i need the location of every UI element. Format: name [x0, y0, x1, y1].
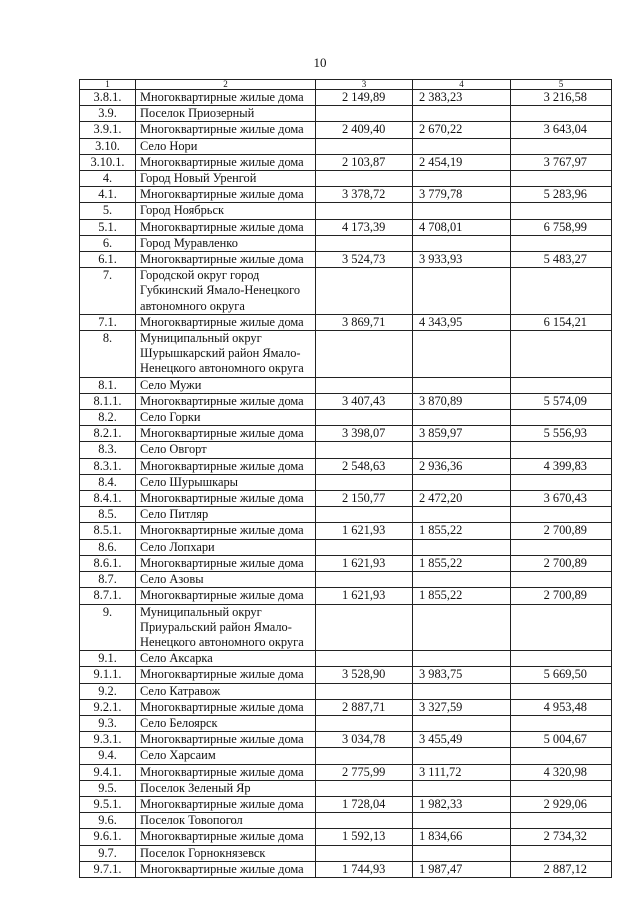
row-value-col3	[316, 474, 413, 490]
row-name: Многоквартирные жилые дома	[136, 252, 316, 268]
row-value-col5	[511, 651, 612, 667]
row-name: Поселок Товопогол	[136, 813, 316, 829]
row-value-col4: 1 987,47	[413, 861, 511, 877]
row-value-col4: 3 327,59	[413, 699, 511, 715]
row-number: 4.1.	[80, 187, 136, 203]
row-number: 9.4.	[80, 748, 136, 764]
table-row	[80, 219, 612, 235]
row-number: 8.2.	[80, 410, 136, 426]
row-name: Село Азовы	[136, 572, 316, 588]
row-name: Многоквартирные жилые дома	[136, 122, 316, 138]
row-value-col4	[413, 235, 511, 251]
row-name: Муниципальный округ Приуральский район Ямало-Ненецкого автономного округа	[136, 604, 316, 651]
table-row	[80, 90, 612, 106]
row-name: Село Аксарка	[136, 651, 316, 667]
row-number: 3.10.1.	[80, 154, 136, 170]
row-value-col5: 6 154,21	[511, 314, 612, 330]
row-value-col3: 1 728,04	[316, 796, 413, 812]
row-value-col4: 3 859,97	[413, 426, 511, 442]
table-row	[80, 651, 612, 667]
row-name: Село Горки	[136, 410, 316, 426]
row-value-col3: 1 621,93	[316, 588, 413, 604]
row-number: 9.	[80, 604, 136, 651]
row-name: Многоквартирные жилые дома	[136, 187, 316, 203]
row-value-col4	[413, 572, 511, 588]
row-value-col5	[511, 813, 612, 829]
row-name: Многоквартирные жилые дома	[136, 829, 316, 845]
row-name: Село Нори	[136, 138, 316, 154]
row-value-col3: 3 524,73	[316, 252, 413, 268]
row-value-col3: 2 150,77	[316, 491, 413, 507]
row-value-col3: 2 548,63	[316, 458, 413, 474]
row-value-col3	[316, 651, 413, 667]
table-row	[80, 331, 612, 378]
table-row	[80, 138, 612, 154]
row-number: 9.2.1.	[80, 699, 136, 715]
table-row	[80, 732, 612, 748]
table-row	[80, 715, 612, 731]
row-value-col3: 2 775,99	[316, 764, 413, 780]
table-row	[80, 764, 612, 780]
row-value-col3	[316, 507, 413, 523]
row-value-col5: 3 643,04	[511, 122, 612, 138]
table-row	[80, 523, 612, 539]
row-value-col3	[316, 572, 413, 588]
row-value-col5: 2 734,32	[511, 829, 612, 845]
row-value-col4	[413, 268, 511, 315]
table-row	[80, 683, 612, 699]
header-row	[80, 80, 612, 90]
row-value-col5	[511, 442, 612, 458]
row-name: Многоквартирные жилые дома	[136, 219, 316, 235]
row-value-col5: 5 669,50	[511, 667, 612, 683]
row-number: 8.5.	[80, 507, 136, 523]
row-value-col5: 3 670,43	[511, 491, 612, 507]
table-row	[80, 458, 612, 474]
row-value-col4: 3 870,89	[413, 393, 511, 409]
row-value-col3	[316, 442, 413, 458]
row-value-col4: 1 855,22	[413, 555, 511, 571]
row-value-col3	[316, 748, 413, 764]
row-name: Многоквартирные жилые дома	[136, 154, 316, 170]
table-row	[80, 203, 612, 219]
row-name: Село Белоярск	[136, 715, 316, 731]
row-value-col4: 1 855,22	[413, 523, 511, 539]
row-name: Многоквартирные жилые дома	[136, 861, 316, 877]
row-value-col5: 4 399,83	[511, 458, 612, 474]
table-body	[80, 80, 612, 878]
row-value-col4	[413, 507, 511, 523]
row-value-col5: 2 700,89	[511, 523, 612, 539]
row-value-col3	[316, 203, 413, 219]
row-value-col5: 5 283,96	[511, 187, 612, 203]
row-value-col3	[316, 171, 413, 187]
row-name: Село Катравож	[136, 683, 316, 699]
row-value-col5	[511, 604, 612, 651]
row-value-col4	[413, 780, 511, 796]
row-value-col3: 3 528,90	[316, 667, 413, 683]
row-value-col3	[316, 235, 413, 251]
row-value-col3: 3 378,72	[316, 187, 413, 203]
row-value-col3: 4 173,39	[316, 219, 413, 235]
row-number: 3.9.	[80, 106, 136, 122]
row-number: 8.3.1.	[80, 458, 136, 474]
header-cell-4: 4	[413, 80, 511, 90]
row-value-col4	[413, 331, 511, 378]
row-number: 9.5.1.	[80, 796, 136, 812]
row-number: 8.7.1.	[80, 588, 136, 604]
row-value-col5: 2 700,89	[511, 588, 612, 604]
row-value-col5	[511, 331, 612, 378]
row-number: 7.1.	[80, 314, 136, 330]
row-value-col5	[511, 203, 612, 219]
row-number: 8.4.	[80, 474, 136, 490]
row-value-col3: 2 887,71	[316, 699, 413, 715]
row-value-col3	[316, 539, 413, 555]
table-row	[80, 748, 612, 764]
row-number: 4.	[80, 171, 136, 187]
table-row	[80, 604, 612, 651]
table-row	[80, 845, 612, 861]
table-row	[80, 171, 612, 187]
row-value-col3	[316, 410, 413, 426]
row-value-col4	[413, 651, 511, 667]
row-value-col3: 2 409,40	[316, 122, 413, 138]
table-row	[80, 187, 612, 203]
header-cell-1: 1	[80, 80, 136, 90]
table-row	[80, 699, 612, 715]
row-name: Город Муравленко	[136, 235, 316, 251]
row-value-col4	[413, 748, 511, 764]
row-value-col4: 1 982,33	[413, 796, 511, 812]
row-value-col5	[511, 410, 612, 426]
row-value-col4: 1 855,22	[413, 588, 511, 604]
row-value-col5	[511, 539, 612, 555]
row-value-col5: 2 887,12	[511, 861, 612, 877]
row-value-col3	[316, 780, 413, 796]
row-name: Многоквартирные жилые дома	[136, 393, 316, 409]
row-value-col4	[413, 410, 511, 426]
row-name: Село Овгорт	[136, 442, 316, 458]
row-name: Поселок Зеленый Яр	[136, 780, 316, 796]
row-value-col5: 5 574,09	[511, 393, 612, 409]
row-value-col5	[511, 106, 612, 122]
table-row	[80, 491, 612, 507]
row-number: 9.6.	[80, 813, 136, 829]
row-value-col3	[316, 268, 413, 315]
row-number: 8.2.1.	[80, 426, 136, 442]
row-value-col3: 1 744,93	[316, 861, 413, 877]
row-value-col3	[316, 845, 413, 861]
row-value-col5: 2 929,06	[511, 796, 612, 812]
table-row	[80, 235, 612, 251]
row-value-col3	[316, 106, 413, 122]
row-name: Село Мужи	[136, 377, 316, 393]
row-number: 3.8.1.	[80, 90, 136, 106]
row-number: 9.7.1.	[80, 861, 136, 877]
table-row	[80, 268, 612, 315]
row-value-col4	[413, 442, 511, 458]
tariff-table	[79, 79, 612, 878]
header-cell-2: 2	[136, 80, 316, 90]
row-value-col4	[413, 377, 511, 393]
row-value-col4: 2 670,22	[413, 122, 511, 138]
table-row	[80, 106, 612, 122]
row-name: Село Харсаим	[136, 748, 316, 764]
row-number: 8.6.1.	[80, 555, 136, 571]
row-number: 9.6.1.	[80, 829, 136, 845]
row-name: Многоквартирные жилые дома	[136, 699, 316, 715]
row-value-col4: 3 455,49	[413, 732, 511, 748]
row-value-col3: 1 592,13	[316, 829, 413, 845]
row-value-col5: 6 758,99	[511, 219, 612, 235]
table-row	[80, 426, 612, 442]
table-row	[80, 861, 612, 877]
row-value-col4	[413, 604, 511, 651]
row-name: Многоквартирные жилые дома	[136, 732, 316, 748]
row-value-col4: 4 708,01	[413, 219, 511, 235]
row-value-col3: 2 103,87	[316, 154, 413, 170]
row-name: Городской округ город Губкинский Ямало-Ненецкого автономного округа	[136, 268, 316, 315]
row-value-col3: 3 034,78	[316, 732, 413, 748]
table-row	[80, 474, 612, 490]
row-value-col5: 2 700,89	[511, 555, 612, 571]
row-value-col4: 3 933,93	[413, 252, 511, 268]
row-value-col4	[413, 845, 511, 861]
table-row	[80, 154, 612, 170]
row-value-col3	[316, 331, 413, 378]
row-value-col5	[511, 780, 612, 796]
row-number: 9.4.1.	[80, 764, 136, 780]
row-value-col5	[511, 715, 612, 731]
row-number: 9.3.1.	[80, 732, 136, 748]
row-name: Село Шурышкары	[136, 474, 316, 490]
row-number: 8.5.1.	[80, 523, 136, 539]
table-row	[80, 780, 612, 796]
row-value-col4: 2 936,36	[413, 458, 511, 474]
row-value-col5	[511, 507, 612, 523]
row-number: 6.	[80, 235, 136, 251]
row-value-col5: 4 320,98	[511, 764, 612, 780]
row-value-col5	[511, 268, 612, 315]
row-value-col3: 3 398,07	[316, 426, 413, 442]
row-name: Село Питляр	[136, 507, 316, 523]
row-name: Многоквартирные жилые дома	[136, 796, 316, 812]
row-value-col5: 4 953,48	[511, 699, 612, 715]
row-value-col5	[511, 683, 612, 699]
row-value-col3: 3 869,71	[316, 314, 413, 330]
row-name: Поселок Приозерный	[136, 106, 316, 122]
row-number: 8.4.1.	[80, 491, 136, 507]
row-value-col3	[316, 683, 413, 699]
row-value-col5: 3 767,97	[511, 154, 612, 170]
row-value-col3	[316, 604, 413, 651]
row-number: 9.2.	[80, 683, 136, 699]
row-value-col5: 5 556,93	[511, 426, 612, 442]
row-value-col5	[511, 572, 612, 588]
row-value-col4	[413, 138, 511, 154]
table-row	[80, 539, 612, 555]
row-name: Многоквартирные жилые дома	[136, 90, 316, 106]
row-name: Муниципальный округ Шурышкарский район Ямало-Ненецкого автономного округа	[136, 331, 316, 378]
row-value-col3	[316, 813, 413, 829]
row-name: Многоквартирные жилые дома	[136, 555, 316, 571]
table-row	[80, 588, 612, 604]
row-number: 3.9.1.	[80, 122, 136, 138]
row-value-col3: 1 621,93	[316, 523, 413, 539]
row-value-col4: 3 111,72	[413, 764, 511, 780]
table-row	[80, 572, 612, 588]
row-value-col3: 3 407,43	[316, 393, 413, 409]
row-number: 9.1.	[80, 651, 136, 667]
row-name: Многоквартирные жилые дома	[136, 491, 316, 507]
row-name: Многоквартирные жилые дома	[136, 426, 316, 442]
table-row	[80, 829, 612, 845]
row-value-col5	[511, 377, 612, 393]
header-cell-5: 5	[511, 80, 612, 90]
table-row	[80, 252, 612, 268]
row-number: 7.	[80, 268, 136, 315]
row-value-col4	[413, 171, 511, 187]
row-number: 5.1.	[80, 219, 136, 235]
row-name: Село Лопхари	[136, 539, 316, 555]
row-number: 9.7.	[80, 845, 136, 861]
row-name: Многоквартирные жилые дома	[136, 458, 316, 474]
table-row	[80, 377, 612, 393]
row-value-col3: 2 149,89	[316, 90, 413, 106]
row-number: 6.1.	[80, 252, 136, 268]
row-value-col5	[511, 845, 612, 861]
row-name: Многоквартирные жилые дома	[136, 588, 316, 604]
row-number: 9.5.	[80, 780, 136, 796]
row-value-col4: 2 454,19	[413, 154, 511, 170]
row-value-col5: 5 483,27	[511, 252, 612, 268]
table-row	[80, 667, 612, 683]
row-value-col5	[511, 474, 612, 490]
table-row	[80, 410, 612, 426]
row-number: 3.10.	[80, 138, 136, 154]
row-value-col4: 4 343,95	[413, 314, 511, 330]
row-number: 8.1.1.	[80, 393, 136, 409]
row-name: Многоквартирные жилые дома	[136, 667, 316, 683]
row-name: Город Ноябрьск	[136, 203, 316, 219]
row-number: 8.3.	[80, 442, 136, 458]
row-value-col4: 2 383,23	[413, 90, 511, 106]
row-number: 9.1.1.	[80, 667, 136, 683]
row-name: Поселок Горнокнязевск	[136, 845, 316, 861]
table-row	[80, 507, 612, 523]
row-value-col5	[511, 235, 612, 251]
row-number: 8.7.	[80, 572, 136, 588]
row-name: Город Новый Уренгой	[136, 171, 316, 187]
table-row	[80, 442, 612, 458]
row-number: 8.1.	[80, 377, 136, 393]
row-number: 8.6.	[80, 539, 136, 555]
table-row	[80, 314, 612, 330]
row-value-col5: 5 004,67	[511, 732, 612, 748]
row-value-col3	[316, 715, 413, 731]
row-value-col4: 2 472,20	[413, 491, 511, 507]
row-value-col4	[413, 813, 511, 829]
table-row	[80, 393, 612, 409]
row-value-col3	[316, 377, 413, 393]
row-name: Многоквартирные жилые дома	[136, 314, 316, 330]
table-row	[80, 555, 612, 571]
row-value-col4	[413, 539, 511, 555]
row-number: 9.3.	[80, 715, 136, 731]
row-number: 8.	[80, 331, 136, 378]
row-value-col4: 1 834,66	[413, 829, 511, 845]
row-value-col4	[413, 106, 511, 122]
row-name: Многоквартирные жилые дома	[136, 523, 316, 539]
page-number: 10	[313, 55, 327, 70]
row-value-col3	[316, 138, 413, 154]
row-value-col4	[413, 203, 511, 219]
row-value-col4	[413, 683, 511, 699]
row-value-col4	[413, 474, 511, 490]
table-row	[80, 122, 612, 138]
row-number: 5.	[80, 203, 136, 219]
table-row	[80, 796, 612, 812]
row-value-col4: 3 983,75	[413, 667, 511, 683]
row-value-col5	[511, 138, 612, 154]
row-name: Многоквартирные жилые дома	[136, 764, 316, 780]
row-value-col3: 1 621,93	[316, 555, 413, 571]
table-row	[80, 813, 612, 829]
row-value-col5	[511, 171, 612, 187]
header-cell-3: 3	[316, 80, 413, 90]
row-value-col5: 3 216,58	[511, 90, 612, 106]
row-value-col5	[511, 748, 612, 764]
row-value-col4	[413, 715, 511, 731]
row-value-col4: 3 779,78	[413, 187, 511, 203]
